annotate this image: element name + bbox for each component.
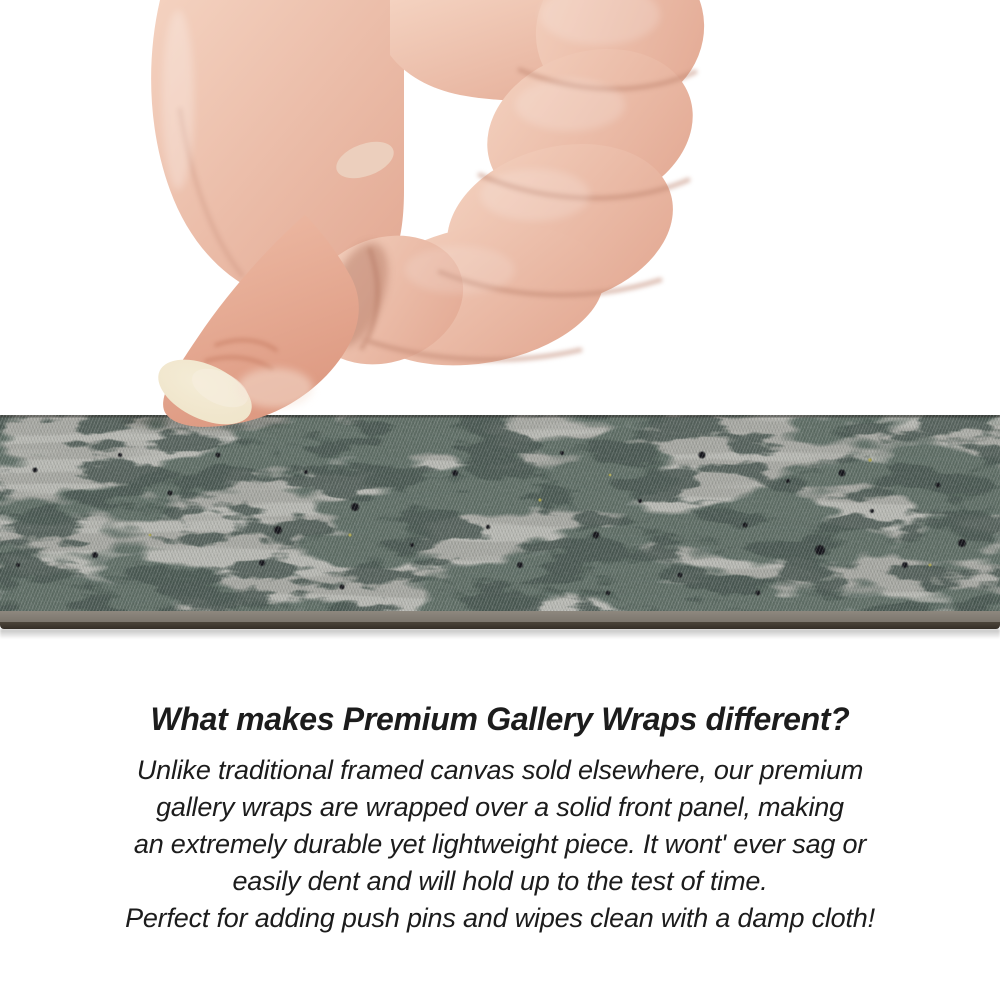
marketing-copy bbox=[0, 698, 1000, 937]
body-line-4: easily dent and will hold up to the test of time. bbox=[232, 866, 768, 896]
body-line-3: an extremely durable yet lightweight piece. It wont' ever sag or bbox=[133, 829, 867, 859]
body-line-1: Unlike traditional framed canvas sold elsewhere, our premium bbox=[136, 755, 864, 785]
canvas-side-edge bbox=[0, 611, 1000, 622]
canvas-drop-shadow bbox=[0, 629, 1000, 639]
body-line-5: Perfect for adding push pins and wipes clean with a damp cloth! bbox=[125, 903, 875, 933]
canvas-edge-dark-line bbox=[0, 622, 1000, 629]
body-line-2: gallery wraps are wrapped over a solid front panel, making bbox=[156, 792, 844, 822]
headline: What makes Premium Gallery Wraps different? bbox=[150, 701, 850, 737]
canvas-edge-photo bbox=[0, 415, 1000, 641]
hand-photo bbox=[120, 0, 720, 430]
canvas-texture bbox=[0, 415, 1000, 611]
thumb-pressure-highlight bbox=[237, 368, 313, 408]
